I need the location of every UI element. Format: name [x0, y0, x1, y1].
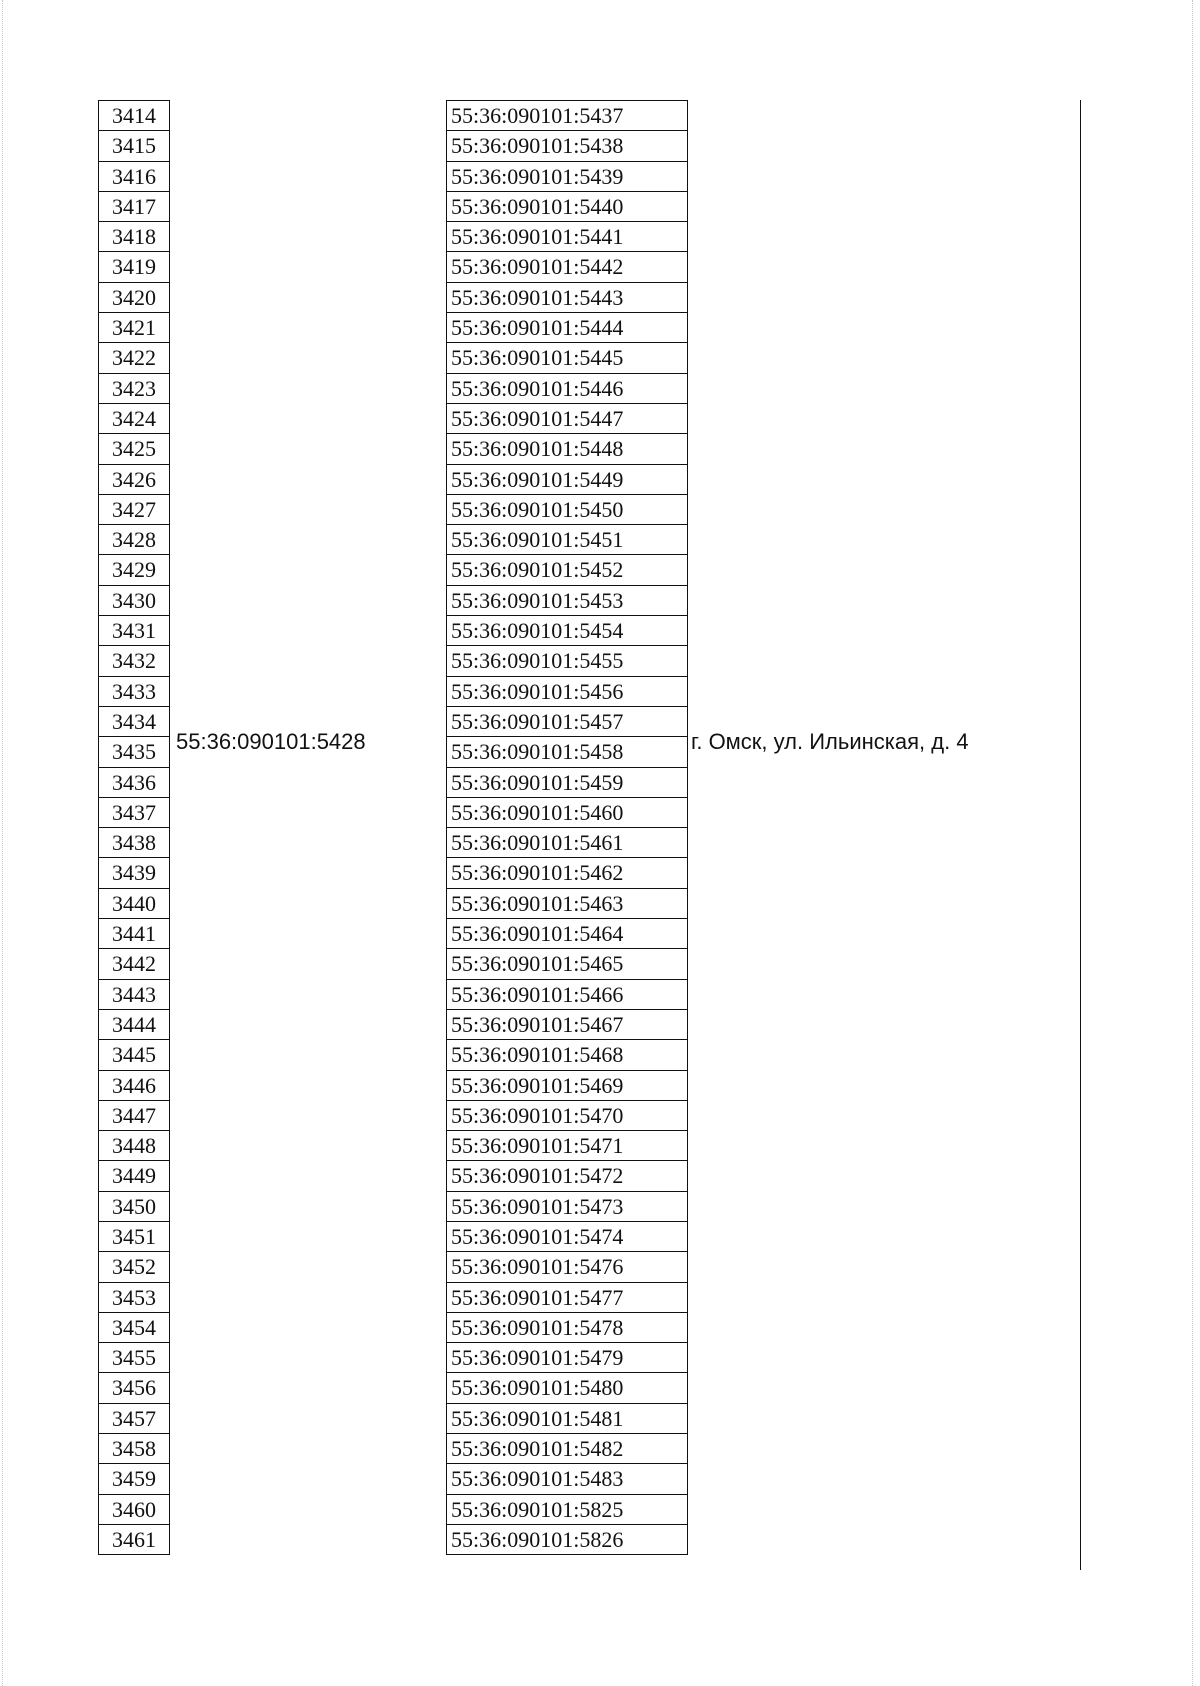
row-number-cell: 3451 [99, 1222, 169, 1252]
row-number-cell: 3458 [99, 1434, 169, 1464]
cadastral-number-cell: 55:36:090101:5471 [447, 1131, 687, 1161]
cadastral-number-cell: 55:36:090101:5462 [447, 858, 687, 888]
row-number-cell: 3445 [99, 1040, 169, 1070]
row-number-cell: 3452 [99, 1252, 169, 1282]
row-number-cell: 3425 [99, 434, 169, 464]
cadastral-number-cell: 55:36:090101:5450 [447, 495, 687, 525]
cadastral-number-cell: 55:36:090101:5452 [447, 555, 687, 585]
row-number-cell: 3417 [99, 192, 169, 222]
row-number-cell: 3420 [99, 283, 169, 313]
cadastral-number-cell: 55:36:090101:5472 [447, 1161, 687, 1191]
row-number-cell: 3430 [99, 586, 169, 616]
table-right-border [1080, 100, 1081, 1570]
cadastral-number-cell: 55:36:090101:5465 [447, 949, 687, 979]
row-number-cell: 3427 [99, 495, 169, 525]
row-number-cell: 3414 [99, 101, 169, 131]
cadastral-number-cell: 55:36:090101:5480 [447, 1373, 687, 1403]
row-number-cell: 3443 [99, 980, 169, 1010]
row-number-cell: 3421 [99, 313, 169, 343]
scan-edge-left [2, 0, 3, 1686]
cadastral-number-cell: 55:36:090101:5825 [447, 1495, 687, 1525]
row-number-cell: 3454 [99, 1313, 169, 1343]
row-number-cell: 3453 [99, 1283, 169, 1313]
row-number-cell: 3429 [99, 555, 169, 585]
cadastral-number-cell: 55:36:090101:5443 [447, 283, 687, 313]
cadastral-number-cell: 55:36:090101:5474 [447, 1222, 687, 1252]
row-number-cell: 3461 [99, 1525, 169, 1555]
cadastral-number-cell: 55:36:090101:5438 [447, 131, 687, 161]
row-number-cell: 3447 [99, 1101, 169, 1131]
cadastral-number-cell: 55:36:090101:5483 [447, 1464, 687, 1494]
row-number-cell: 3437 [99, 798, 169, 828]
cadastral-number-cell: 55:36:090101:5460 [447, 798, 687, 828]
cadastral-number-cell: 55:36:090101:5454 [447, 616, 687, 646]
cadastral-number-cell: 55:36:090101:5464 [447, 919, 687, 949]
row-number-cell: 3439 [99, 858, 169, 888]
row-number-cell: 3423 [99, 374, 169, 404]
row-number-cell: 3441 [99, 919, 169, 949]
cadastral-number-cell: 55:36:090101:5466 [447, 980, 687, 1010]
row-number-cell: 3428 [99, 525, 169, 555]
row-number-cell: 3424 [99, 404, 169, 434]
cadastral-number-cell: 55:36:090101:5441 [447, 222, 687, 252]
cadastral-number-cell: 55:36:090101:5449 [447, 465, 687, 495]
row-number-cell: 3426 [99, 465, 169, 495]
cadastral-number-cell: 55:36:090101:5478 [447, 1313, 687, 1343]
cadastral-number-cell: 55:36:090101:5481 [447, 1404, 687, 1434]
row-number-cell: 3459 [99, 1464, 169, 1494]
row-number-cell: 3433 [99, 677, 169, 707]
row-number-cell: 3449 [99, 1161, 169, 1191]
cadastral-number-cell: 55:36:090101:5455 [447, 646, 687, 676]
scan-edge-right [1192, 0, 1193, 1686]
cadastral-number-cell: 55:36:090101:5456 [447, 677, 687, 707]
row-number-cell: 3415 [99, 131, 169, 161]
row-number-cell: 3418 [99, 222, 169, 252]
row-number-cell: 3455 [99, 1343, 169, 1373]
cadastral-number-cell: 55:36:090101:5440 [447, 192, 687, 222]
row-number-cell: 3435 [99, 737, 169, 767]
cadastral-number-cell: 55:36:090101:5446 [447, 374, 687, 404]
address: г. Омск, ул. Ильинская, д. 4 [691, 729, 969, 754]
row-number-cell: 3460 [99, 1495, 169, 1525]
cadastral-number-cell: 55:36:090101:5479 [447, 1343, 687, 1373]
cadastral-number-cell: 55:36:090101:5447 [447, 404, 687, 434]
cadastral-number-cell: 55:36:090101:5458 [447, 737, 687, 767]
cadastral-number-cell: 55:36:090101:5442 [447, 252, 687, 282]
cadastral-number-cell: 55:36:090101:5467 [447, 1010, 687, 1040]
cadastral-number-cell: 55:36:090101:5445 [447, 343, 687, 373]
cadastral-number-cell: 55:36:090101:5477 [447, 1283, 687, 1313]
cadastral-number-cell: 55:36:090101:5459 [447, 768, 687, 798]
row-number-cell: 3432 [99, 646, 169, 676]
row-number-cell: 3448 [99, 1131, 169, 1161]
row-number-cell: 3422 [99, 343, 169, 373]
cadastral-number-cell: 55:36:090101:5451 [447, 525, 687, 555]
cadastral-number-cell: 55:36:090101:5461 [447, 828, 687, 858]
cadastral-number-column [446, 100, 688, 1555]
row-number-cell: 3456 [99, 1373, 169, 1403]
row-number-cell: 3444 [99, 1010, 169, 1040]
cadastral-number-cell: 55:36:090101:5444 [447, 313, 687, 343]
cadastral-number-cell: 55:36:090101:5482 [447, 1434, 687, 1464]
cadastral-number-cell: 55:36:090101:5469 [447, 1071, 687, 1101]
row-number-cell: 3434 [99, 707, 169, 737]
row-number-cell: 3457 [99, 1404, 169, 1434]
row-number-cell: 3450 [99, 1192, 169, 1222]
row-number-cell: 3442 [99, 949, 169, 979]
row-number-cell: 3416 [99, 162, 169, 192]
row-number-cell: 3440 [99, 889, 169, 919]
cadastral-number-cell: 55:36:090101:5453 [447, 586, 687, 616]
cadastral-number-cell: 55:36:090101:5826 [447, 1525, 687, 1555]
cadastral-number-cell: 55:36:090101:5463 [447, 889, 687, 919]
cadastral-number-cell: 55:36:090101:5439 [447, 162, 687, 192]
row-number-cell: 3438 [99, 828, 169, 858]
cadastral-number-cell: 55:36:090101:5473 [447, 1192, 687, 1222]
cadastral-number-cell: 55:36:090101:5470 [447, 1101, 687, 1131]
row-number-cell: 3419 [99, 252, 169, 282]
cadastral-number-cell: 55:36:090101:5457 [447, 707, 687, 737]
cadastral-number-cell: 55:36:090101:5437 [447, 101, 687, 131]
cadastral-number-cell: 55:36:090101:5468 [447, 1040, 687, 1070]
row-number-cell: 3446 [99, 1071, 169, 1101]
row-number-cell: 3431 [99, 616, 169, 646]
row-number-column [98, 100, 170, 1555]
row-number-cell: 3436 [99, 768, 169, 798]
cadastral-number-cell: 55:36:090101:5448 [447, 434, 687, 464]
parent-cadastral-number: 55:36:090101:5428 [176, 729, 366, 754]
cadastral-number-cell: 55:36:090101:5476 [447, 1252, 687, 1282]
